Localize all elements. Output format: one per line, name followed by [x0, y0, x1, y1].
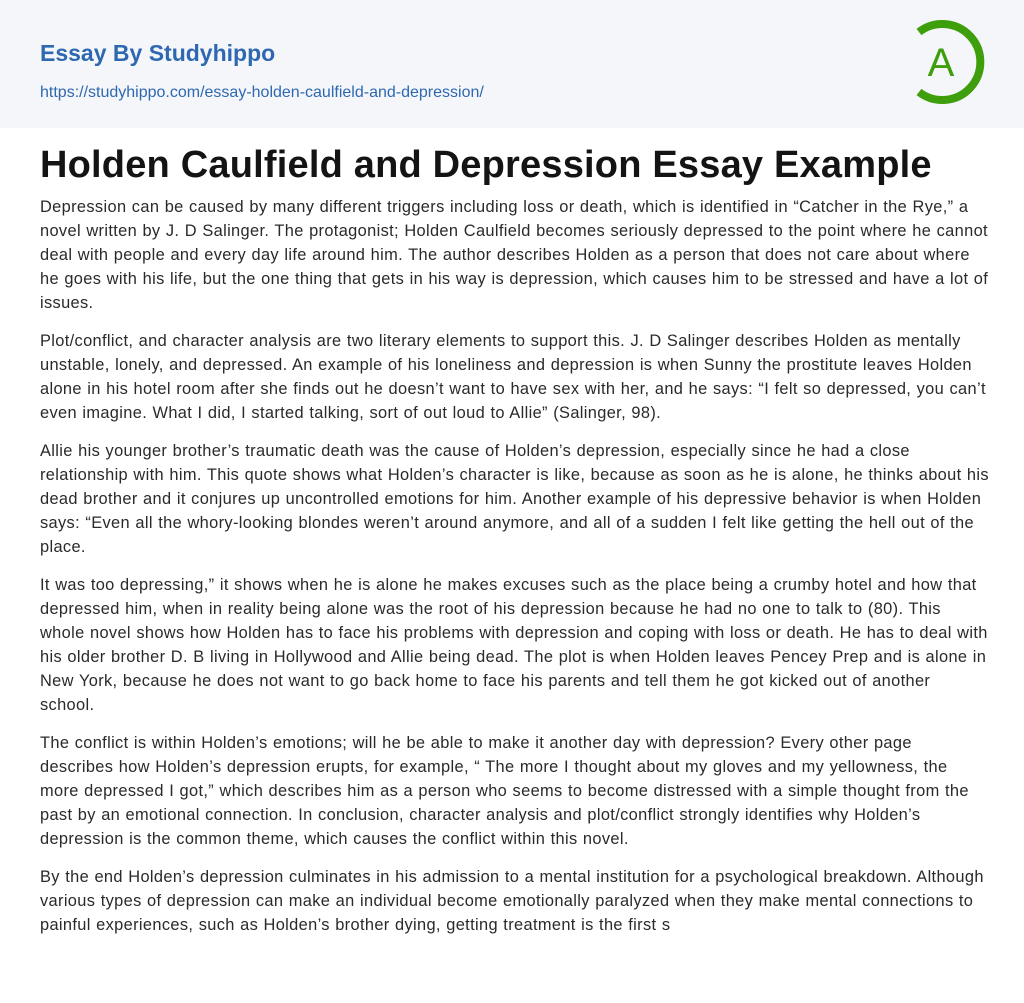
essay-paragraph: Depression can be caused by many different triggers including loss or death, which is identified in “Catcher in the Rye,” a novel written by J. D Salinger. The protagonist; Holden Caulfield becomes seriously depressed to the point where he cannot deal with people and every day life around him. The author describes Holden as a person that does not care about where he goes with his life, but the one thing that gets in his way is depression, which causes him to be stressed and have a lot of issues.: [40, 198, 989, 312]
essay-url-link[interactable]: https://studyhippo.com/essay-holden-caulfield-and-depression/: [40, 84, 484, 101]
essay-paragraph: By the end Holden’s depression culminates in his admission to a mental institution for a psychological breakdown. Although various types of depression can make an individual become emotionally paralyzed when they make mental connections to painful experiences, such as Holden’s brother dying, getting treatment is the first s: [40, 868, 984, 934]
essay-paragraph: The conflict is within Holden’s emotions; will he be able to make it another day with depression? Every other page describes how Holden’s depression erupts, for example, “ The more I thought about my gloves and my yellowness, the more depressed I got,” which describes him as a person who seems to become distressed with a simple thought from the past by an emotional connection. In conclusion, character analysis and plot/conflict strongly identifies why Holden’s depression is the common theme, which causes the conflict within this novel.: [40, 734, 969, 848]
essay-paragraph: Plot/conflict, and character analysis are two literary elements to support this. J. D Salinger describes Holden as mentally unstable, lonely, and depressed. An example of his loneliness and depression is when Sunny the prostitute leaves Holden alone in his hotel room after she finds out he doesn’t want to have sex with her, and he says: “I felt so depressed, you can’t even imagine. What I did, I started talking, sort of out loud to Allie” (Salinger, 98).: [40, 332, 986, 422]
page-title: Holden Caulfield and Depression Essay Example: [40, 144, 932, 186]
essay-body: [40, 195, 990, 951]
site-title[interactable]: Essay By Studyhippo: [40, 40, 276, 66]
essay-paragraph: Allie his younger brother’s traumatic death was the cause of Holden’s depression, especially since he had a close relationship with him. This quote shows what Holden’s character is like, because as soon as he is alone, he thinks about his dead brother and it conjures up uncontrolled emotions for him. Another example of his depressive behavior is when Holden says: “Even all the whory-looking blondes weren’t around anymore, and all of a sudden I felt like getting the hell out of the place.: [40, 442, 989, 556]
studyhippo-logo-icon[interactable]: [905, 18, 989, 106]
logo-letter: A: [927, 41, 955, 85]
essay-paragraph: It was too depressing,” it shows when he is alone he makes excuses such as the place being a crumby hotel and how that depressed him, when in reality being alone was the root of his depression because he had no one to talk to (80). This whole novel shows how Holden has to face his problems with depression and coping with loss or death. He has to deal with his older brother D. B living in Hollywood and Allie being dead. The plot is when Holden leaves Pencey Prep and is alone in New York, because he does not want to go back home to face his parents and tell them he got kicked out of another school.: [40, 576, 988, 714]
site-header: [0, 0, 1024, 128]
